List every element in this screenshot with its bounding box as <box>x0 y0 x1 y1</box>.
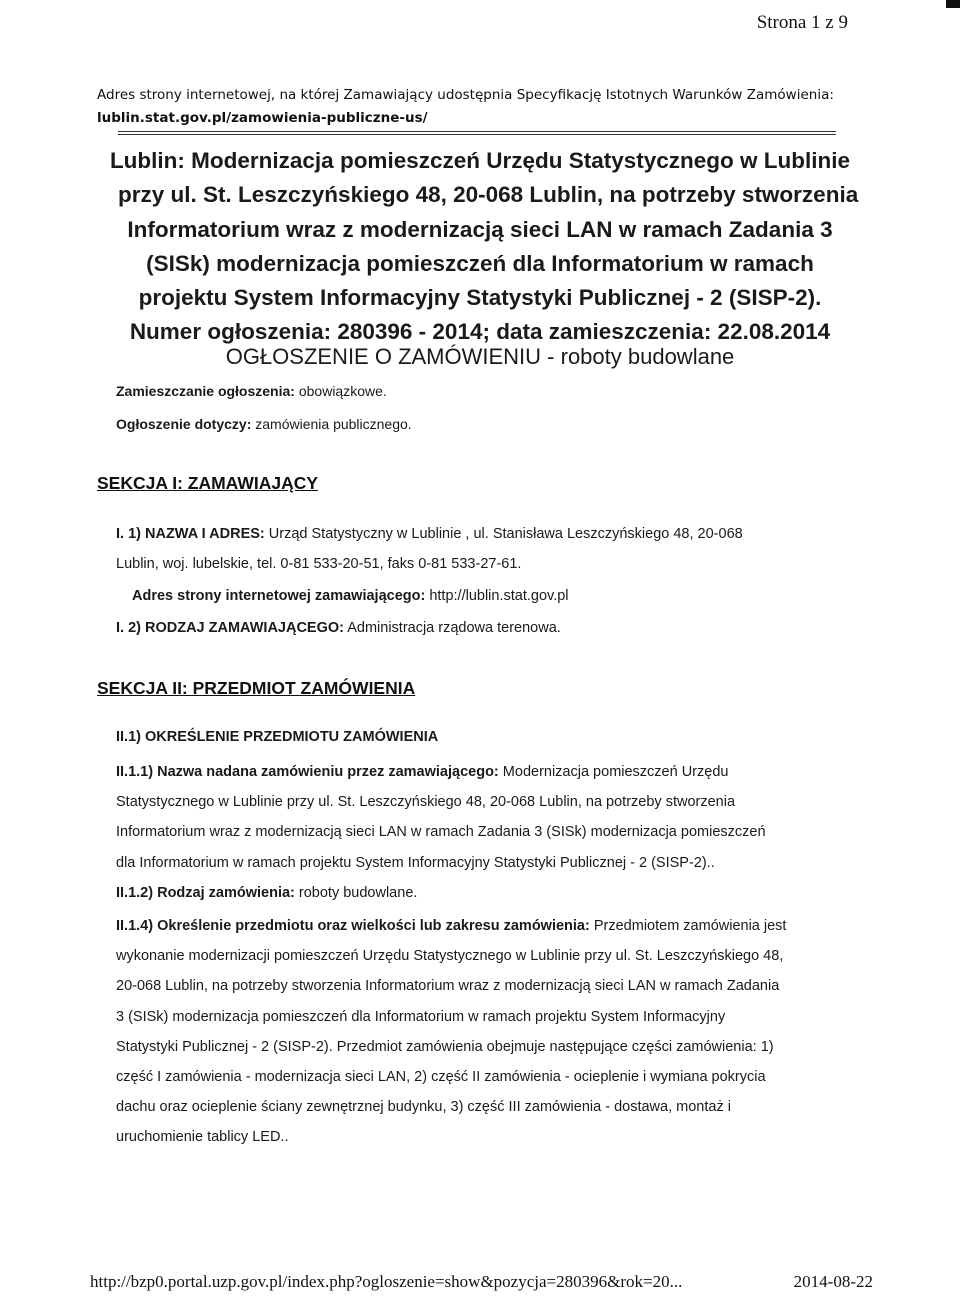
contracting-address-row: Lublin, woj. lubelskie, tel. 0-81 533-20-51, faks 0-81 533-27-61. <box>116 556 522 572</box>
contracting-type-row <box>116 620 561 636</box>
notice-title <box>100 144 860 350</box>
contract-name-line: dla Informatorium w ramach projektu System Informacyjny Statystyki Publicznej - 2 (SISP-2).. <box>116 854 715 871</box>
title-line: Informatorium wraz z modernizacją sieci LAN w ramach Zadania 3 <box>127 216 833 242</box>
subject-subheading <box>116 729 438 745</box>
contract-name-block <box>116 757 856 878</box>
contract-scope-line: dachu oraz ocieplenie ściany zewnętrznej budynku, 3) część III zamówienia - dostawa, montaż i <box>116 1099 731 1116</box>
section-1-heading: SEKCJA I: ZAMAWIAJĄCY <box>97 473 319 493</box>
contract-scope-line: Statystyki Publicznej - 2 (SISP-2). Przedmiot zamówienia obejmuje następujące części zamówienia: 1) <box>116 1038 774 1055</box>
contracting-www-label: Adres strony internetowej zamawiającego: <box>132 588 426 604</box>
section-2-heading: SEKCJA II: PRZEDMIOT ZAMÓWIENIA <box>97 678 416 698</box>
concerns-row <box>116 416 412 432</box>
placement-label: Zamieszczanie ogłoszenia: <box>116 383 295 399</box>
contract-name-first-line <box>116 757 856 787</box>
contract-name-first: Modernizacja pomieszczeń Urzędu <box>502 764 729 780</box>
title-line: projektu System Informacyjny Statystyki Publicznej - 2 (SISP-2). <box>138 285 822 311</box>
contract-scope-line: część I zamówienia - modernizacja sieci LAN, 2) część II zamówienia - ocieplenie i wymiana pokrycia <box>116 1069 766 1086</box>
contracting-name-value: Urząd Statystyczny w Lublinie , ul. Stanisława Leszczyńskiego 48, 20-068 <box>268 526 743 542</box>
contract-kind-value: roboty budowlane. <box>298 885 418 901</box>
title-line: Numer ogłoszenia: 280396 - 2014; data zamieszczenia: 22.08.2014 <box>129 319 831 345</box>
contracting-name-row <box>116 526 743 542</box>
contract-name-label: II.1.1) Nazwa nadana zamówieniu przez zamawiającego: <box>116 764 499 780</box>
site-note <box>97 84 857 130</box>
concerns-value: zamówienia publicznego. <box>255 416 412 432</box>
contract-scope-first-line <box>116 911 856 941</box>
footer-date: 2014-08-22 <box>793 1272 873 1291</box>
contract-scope-line: uruchomienie tablicy LED.. <box>116 1129 289 1146</box>
contract-scope-first: Przedmiotem zamówienia jest <box>593 918 787 934</box>
subject-subheading-text: II.1) OKREŚLENIE PRZEDMIOTU ZAMÓWIENIA <box>116 729 439 745</box>
placement-value: obowiązkowe. <box>298 383 387 399</box>
contract-name-line: Statystycznego w Lublinie przy ul. St. Leszczyńskiego 48, 20-068 Lublin, na potrzeby stworzenia <box>116 794 736 811</box>
contract-name-line: Informatorium wraz z modernizacją sieci LAN w ramach Zadania 3 (SISk) modernizacja pomieszczeń <box>116 824 766 841</box>
contract-scope-line: 20-068 Lublin, na potrzeby stworzenia Informatorium wraz z modernizacją sieci LAN w ramach Zadania <box>116 978 780 995</box>
title-line: Lublin: Modernizacja pomieszczeń Urzędu Statystycznego w Lublinie <box>109 148 851 173</box>
site-note-text: Adres strony internetowej, na której Zamawiający udostępnia Specyfikację Istotnych Warunków Zamówienia: <box>97 87 834 103</box>
contracting-www-link[interactable]: http://lublin.stat.gov.pl <box>429 588 569 604</box>
contracting-www-row <box>132 588 569 604</box>
contract-scope-label: II.1.4) Określenie przedmiotu oraz wielkości lub zakresu zamówienia: <box>116 918 590 934</box>
concerns-label: Ogłoszenie dotyczy: <box>116 416 252 432</box>
contract-kind-row <box>116 885 417 901</box>
placement-row <box>116 383 387 399</box>
scan-corner-mark <box>946 0 960 8</box>
contracting-name-label: I. 1) NAZWA I ADRES: <box>116 526 265 542</box>
notice-type: OGŁOSZENIE O ZAMÓWIENIU - roboty budowlane <box>225 344 735 369</box>
title-divider <box>118 131 836 135</box>
title-line: przy ul. St. Leszczyńskiego 48, 20-068 Lublin, na potrzeby stworzenia <box>118 182 859 208</box>
site-note-url[interactable]: lublin.stat.gov.pl/zamowienia-publiczne-us/ <box>97 110 428 126</box>
title-line: (SISk) modernizacja pomieszczeń dla Informatorium w ramach <box>146 250 814 276</box>
contract-kind-label: II.1.2) Rodzaj zamówienia: <box>116 885 295 901</box>
contracting-type-label: I. 2) RODZAJ ZAMAWIAJĄCEGO: <box>116 620 344 636</box>
contract-scope-block <box>116 911 856 1153</box>
footer-url[interactable]: http://bzp0.portal.uzp.gov.pl/index.php?ogloszenie=show&pozycja=280396&rok=20... <box>90 1272 683 1291</box>
page-counter: Strona 1 z 9 <box>756 12 848 33</box>
contracting-type-value: Administracja rządowa terenowa. <box>347 620 561 636</box>
contract-scope-line: wykonanie modernizacji pomieszczeń Urzędu Statystycznego w Lublinie przy ul. St. Leszczyńskiego 48, <box>116 948 784 965</box>
contract-scope-line: 3 (SISk) modernizacja pomieszczeń dla Informatorium w ramach projektu System Informacyjny <box>116 1008 726 1025</box>
